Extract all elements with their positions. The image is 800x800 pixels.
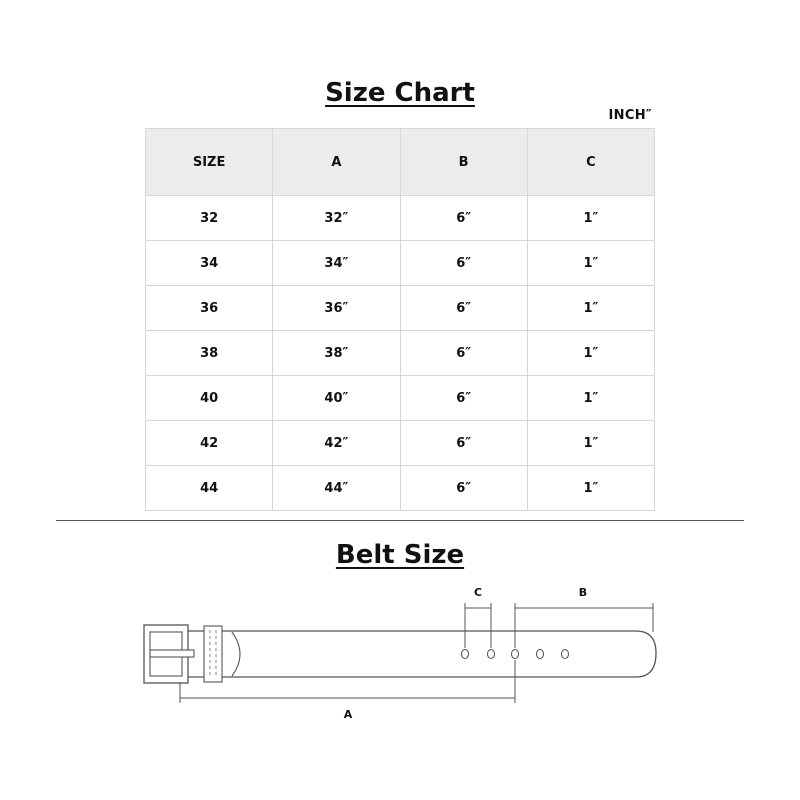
cell-a: 40″	[273, 376, 400, 421]
cell-a: 32″	[273, 196, 400, 241]
cell-b: 6″	[400, 376, 527, 421]
cell-b: 6″	[400, 241, 527, 286]
size-chart-title: Size Chart	[325, 78, 475, 108]
cell-c: 1″	[527, 196, 654, 241]
cell-c: 1″	[527, 421, 654, 466]
cell-c: 1″	[527, 331, 654, 376]
cell-size: 44	[146, 466, 273, 511]
cell-b: 6″	[400, 196, 527, 241]
cell-size: 42	[146, 421, 273, 466]
cell-size: 40	[146, 376, 273, 421]
cell-b: 6″	[400, 331, 527, 376]
cell-size: 34	[146, 241, 273, 286]
cell-a: 34″	[273, 241, 400, 286]
cell-b: 6″	[400, 421, 527, 466]
cell-b: 6″	[400, 286, 527, 331]
belt-keeper	[204, 626, 222, 682]
cell-a: 42″	[273, 421, 400, 466]
header-c: C	[527, 129, 654, 196]
buckle-bar	[150, 650, 194, 657]
cell-a: 38″	[273, 331, 400, 376]
header-size: SIZE	[146, 129, 273, 196]
table-row	[146, 466, 655, 511]
table-row	[146, 331, 655, 376]
strap-fold	[232, 632, 240, 676]
header-b: B	[400, 129, 527, 196]
cell-a: 44″	[273, 466, 400, 511]
section-divider	[56, 520, 744, 521]
unit-label: INCH″	[608, 108, 652, 123]
dimension-a-label: A	[343, 708, 353, 721]
dimension-b-label: B	[578, 586, 588, 599]
dimension-c-label: C	[473, 586, 483, 599]
table-header-row	[146, 129, 655, 196]
cell-size: 32	[146, 196, 273, 241]
table-row	[146, 376, 655, 421]
cell-b: 6″	[400, 466, 527, 511]
cell-c: 1″	[527, 241, 654, 286]
table-row	[146, 241, 655, 286]
cell-size: 38	[146, 331, 273, 376]
header-a: A	[273, 129, 400, 196]
table-row	[146, 196, 655, 241]
belt-size-title: Belt Size	[335, 540, 465, 570]
belt-diagram	[0, 570, 800, 750]
belt-hole	[462, 650, 469, 659]
belt-hole	[537, 650, 544, 659]
belt-strap	[188, 631, 656, 677]
cell-c: 1″	[527, 376, 654, 421]
table-row	[146, 421, 655, 466]
belt-hole	[512, 650, 519, 659]
belt-hole	[488, 650, 495, 659]
cell-c: 1″	[527, 466, 654, 511]
belt-hole	[562, 650, 569, 659]
cell-size: 36	[146, 286, 273, 331]
size-chart-table	[145, 128, 655, 511]
cell-c: 1″	[527, 286, 654, 331]
cell-a: 36″	[273, 286, 400, 331]
table-row	[146, 286, 655, 331]
